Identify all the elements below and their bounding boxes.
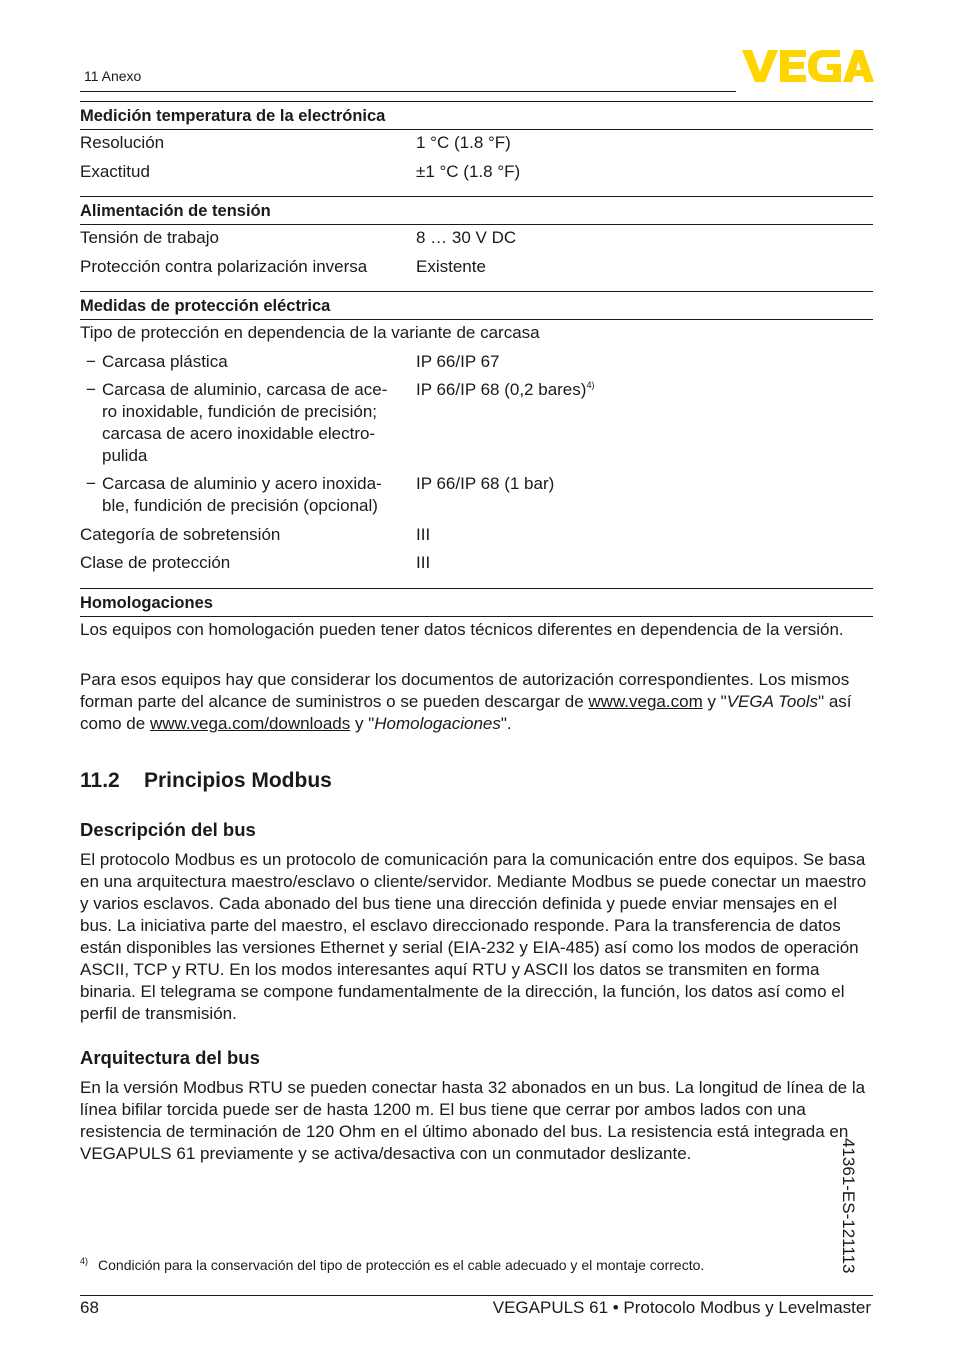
vega-downloads-link[interactable]: www.vega.com/downloads: [149, 714, 351, 733]
subsection-heading: Descripción del bus: [80, 819, 256, 840]
dash-bullet: −: [86, 474, 96, 493]
running-header: 11 Anexo: [84, 68, 142, 84]
footnote: [80, 1256, 704, 1273]
chapter-heading: [80, 769, 332, 793]
dash-bullet: −: [86, 352, 96, 371]
section-rule-bottom: [80, 616, 873, 617]
spec-value: IP 66/IP 68 (0,2 bares)$^{4)}$: [416, 380, 595, 399]
footnote-ref: 4): [586, 380, 595, 390]
subsection-heading: Arquitectura del bus: [80, 1047, 260, 1068]
section-rule-top: [80, 588, 873, 589]
spec-value: 1 °C (1.8 °F): [416, 133, 511, 152]
spec-value: III: [416, 525, 431, 544]
section-heading: Homologaciones: [80, 594, 213, 612]
document-code: 41361-ES-121113: [839, 1138, 858, 1274]
spec-label: Protección contra polarización inversa: [80, 257, 368, 276]
spec-label: Clase de protección: [80, 553, 231, 572]
body-paragraph: El protocolo Modbus es un protocolo de comunicación para la comunicación entre dos equipos. Se basa en una arquitectura maestro/esclavo o cliente/servidor. Mediante Modbus se puede conectar un maestro y varios esclavos. Cada abonado del bus tiene una dirección definida y puede enviar mensajes en el bus. La iniciativa parte del maestro, el esclavo direccionado responde. Para la transferencia de datos están disponibles las versiones Ethernet y serial (EIA-232 y EIA-485) así como los modos de operación ASCII, TCP y RTU. En los modos interesantes aquí RTU y ASCII los datos se transmiten en forma binaria. El telegrama se compone fundamentalmente de la dirección, la función, los datos así como el perfil de transmisión.: [80, 850, 867, 1023]
approvals-paragraph: Para esos equipos hay que considerar los documentos de autorización correspondientes. Los mismos forman parte del alcance de suministros o se pueden descargar de www.vega.com y "VEGA Tools" así como de www.vega.com/downloads y "Homologaciones".: [80, 670, 852, 733]
spec-intro-text: Tipo de protección en dependencia de la variante de carcasa: [80, 323, 540, 342]
section-rule-bottom: [80, 224, 873, 225]
chapter-number: 11.2: [80, 769, 120, 792]
footnote-text: Condición para la conservación del tipo de protección es el cable adecuado y el montaje correcto.: [98, 1257, 705, 1273]
spec-label: Carcasa plástica: [102, 352, 228, 371]
dash-bullet: −: [86, 380, 96, 399]
vega-logo: [740, 48, 874, 89]
section-rule-top: [80, 291, 873, 292]
section-rule-bottom: [80, 129, 873, 130]
spec-label: Resolución: [80, 133, 165, 152]
header-rule: [80, 91, 736, 92]
page-number: 68: [80, 1298, 99, 1317]
vega-website-link[interactable]: www.vega.com: [588, 692, 703, 711]
section-heading: Medición temperatura de la electrónica: [80, 107, 386, 125]
spec-label: Tensión de trabajo: [80, 228, 219, 247]
vega-logo-letters: [742, 50, 874, 82]
spec-label: Exactitud: [80, 162, 150, 181]
spec-value: IP 66/IP 67: [416, 352, 500, 371]
section-rule-top: [80, 196, 873, 197]
body-paragraph: En la versión Modbus RTU se pueden conectar hasta 32 abonados en un bus. La longitud de línea de la línea bifilar torcida puede ser de hasta 1200 m. El bus tiene que cerrar por ambos lados con una resistencia de terminación de 120 Ohm en el último abonado del bus. La resistencia está integrada en VEGAPULS 61 previamente y se activa/desactiva con un conmutador deslizante.: [80, 1078, 866, 1163]
chapter-title: Principios Modbus: [144, 769, 332, 792]
footnote-mark: 4): [80, 1256, 89, 1266]
spec-value: Existente: [416, 257, 486, 276]
footer-document-title: VEGAPULS 61 • Protocolo Modbus y Levelmaster: [492, 1298, 871, 1317]
approvals-paragraph: Los equipos con homologación pueden tener datos técnicos diferentes en dependencia de la versión.: [80, 620, 844, 639]
section-heading: Alimentación de tensión: [80, 202, 271, 220]
spec-label: Carcasa de aluminio, carcasa de ace- ro inoxidable, fundición de precisión; carcasa de acero inoxidable electro- pulida: [102, 380, 388, 465]
spec-label: Carcasa de aluminio y acero inoxida- ble, fundición de precisión (opcional): [102, 474, 382, 515]
section-heading: Medidas de protección eléctrica: [80, 297, 331, 315]
spec-value: III: [416, 553, 431, 572]
spec-label: Categoría de sobretensión: [80, 525, 281, 544]
section-rule-top: [80, 101, 873, 102]
section-rule-bottom: [80, 319, 873, 320]
spec-value: IP 66/IP 68 (1 bar): [416, 474, 555, 493]
spec-value: ±1 °C (1.8 °F): [416, 162, 521, 181]
spec-value: 8 … 30 V DC: [416, 228, 517, 247]
footer-rule: [80, 1295, 873, 1296]
